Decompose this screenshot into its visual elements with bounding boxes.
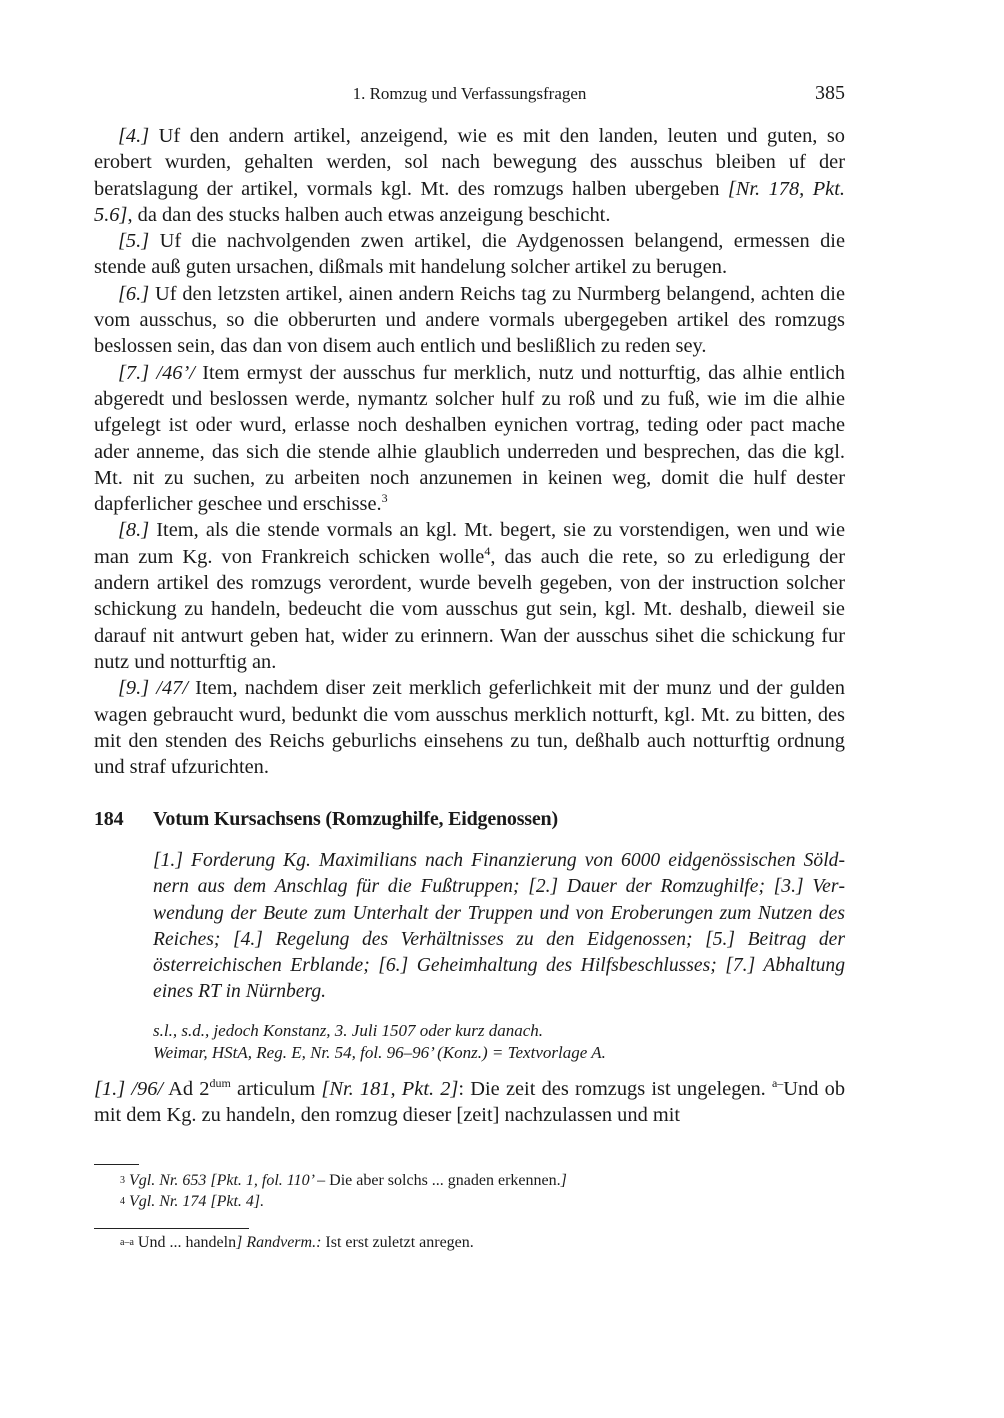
paragraph-text: , das auch die rete, so zu erledigung der andern artikel des romzugs verordent, wurde bevelh gegeben, von der instruction solcher schickung zu handeln, bedeucht die vom ausschus gut sein, kgl. Mt. deshalb, dieweil sie darauf nit antwurt geben hat, wider zu erinnern. Wan der ausschus sihet die schickung fur nutz und notturftig an.	[94, 545, 845, 673]
superscript: dum	[209, 1076, 231, 1090]
document-number: 184	[94, 808, 124, 830]
variant-label: ] Randverm.:	[236, 1234, 322, 1251]
document-body	[94, 1076, 845, 1129]
footnote-mark: 4	[120, 1196, 125, 1207]
paragraph-8	[94, 517, 845, 675]
paragraph-text: Und ob mit dem Kg. zu handeln, den romzug dieser [zeit] nachzulassen und mit	[94, 1078, 846, 1127]
paragraph-text: Uf die nachvolgenden zwen artikel, die Aydgenossen belangend, ermessen die stende auß guten ursachen, dißmals mit handelung solcher artikel zu berugen.	[94, 230, 845, 279]
paragraph-label: [8.]	[118, 519, 150, 542]
paragraph-text: Item ermyst der ausschus fur merklich, nutz und notturftig, das alhie entlich abgeredt und beslossen werde, nymantz solcher hulf zu roß und zu fuß, wie im die alhie ufgelegt ist oder wurd, erlasse noch deshalben eynichen vortrag, teding oder pact mache ader anneme, das sich die stende alhie glaublich underreden und besprechen, das die kgl. Mt. nit zu suchen, zu arbeiten noch anzunemen in keinen weg, domit die hulf dester dapferlicher geschee und erschisse.	[94, 361, 846, 516]
variant-mark: a–a	[120, 1237, 134, 1248]
footnote-quote: Die aber solchs ... gnaden erkennen.	[329, 1172, 561, 1189]
footnote-rule	[94, 1164, 139, 1165]
footnote-ref-text: Vgl. Nr. 653 [Pkt. 1, fol. 110’ –	[129, 1172, 330, 1189]
paragraph-text: Uf den andern artikel, anzeigend, wie es mit den landen, leuten und guten, so erobert wurden, gehalten werden, sol nach bewegung des ausschus bleiben uf der beratslagung der artikel, vormals kgl. Mt. des romzugs halben ubergeben	[94, 125, 845, 200]
paragraph-label: [1.] /96/	[94, 1078, 164, 1100]
paragraph-5	[94, 228, 845, 281]
running-title: 1. Romzug und Verfassungsfragen	[352, 84, 587, 103]
footnote-4	[120, 1191, 820, 1212]
paragraph-label: [7.] /46’/	[118, 361, 195, 384]
paragraph-label: [5.]	[118, 230, 150, 253]
paragraph-6	[94, 281, 845, 360]
running-head	[94, 82, 845, 106]
paragraph-4	[94, 123, 845, 228]
paragraph-text: : Die zeit des romzugs ist ungelegen.	[458, 1078, 772, 1100]
date-line: s.l., s.d., jedoch Konstanz, 3. Juli 1507 oder kurz danach.	[153, 1021, 544, 1040]
footnote-ref-text: Vgl. Nr. 174 [Pkt. 4].	[129, 1193, 265, 1210]
paragraph-text: Item, als die stende vormals an kgl. Mt. begert, sie zu vorstendigen, wen und wie man zum Kg. von Frankreich schicken wolle	[94, 519, 845, 568]
document-abstract	[153, 848, 845, 1006]
variant-notes	[120, 1232, 820, 1253]
cross-reference: [Nr. 178, Pkt. 5.6]	[94, 177, 845, 226]
footnote-3	[120, 1170, 820, 1191]
footnote-bracket: ]	[560, 1172, 567, 1189]
paragraph-label: [9.] /47/	[118, 677, 189, 700]
paragraph-text: , da dan des stucks halben auch etwas anzeigung beschicht.	[127, 203, 611, 226]
variant-text: Ist erst zuletzt anregen.	[321, 1234, 474, 1251]
variant-mark[interactable]: a–	[771, 1076, 784, 1090]
paragraph-text: Ad 2	[163, 1078, 210, 1100]
variant-rule	[94, 1228, 249, 1229]
main-text	[94, 123, 845, 780]
footnote-ref[interactable]: 4	[484, 543, 491, 558]
document-title: Votum Kursachsens (Romzughilfe, Eidgenossen)	[153, 808, 558, 830]
source-line: Weimar, HStA, Reg. E, Nr. 54, fol. 96–96’ (Konz.) = Textvorlage A.	[153, 1043, 606, 1062]
paragraph-7	[94, 360, 845, 518]
paragraph-label: [4.]	[118, 125, 150, 147]
abstract-text: [1.] Forderung Kg. Maximilians nach Finanzierung von 6000 eidgenössischen Söldnern aus dem Anschlag für die Fußtruppen; [2.] Dauer der Romzughilfe; [3.] Verwendung der Beute zum Unterhalt der Truppen und von Eroberungen zum Nutzen des Reiches; [4.] Regelung des Verhältnisses zu den Eidgenossen; [5.] Beitrag der österreichischen Erblande; [6.] Geheimhaltung des Hilfsbeschlusses; [7.] Abhaltung eines RT in Nürnberg.	[153, 850, 845, 1003]
paragraph-9	[94, 675, 845, 780]
document-paragraph-1	[94, 1076, 845, 1129]
cross-reference: [Nr. 181, Pkt. 2]	[321, 1078, 459, 1100]
paragraph-text: Uf den letzsten artikel, ainen andern Reichs tag zu Nurmberg belangend, achten die vom ausschus, so die obberurten und andere vormals ubergegeben artikel des romzugs beslossen sein, das dan von disem auch entlich und beslißlich zu reden sey.	[94, 282, 845, 358]
document-heading	[94, 808, 845, 831]
footnotes	[120, 1170, 820, 1212]
paragraph-text: Item, nachdem diser zeit merklich geferlichkeit mit der munz und der gulden wagen gebraucht wurd, bedunkt die vom ausschus merklich notturft, kgl. Mt. zu bitten, des mit den stenden des Reichs geburlichs einsehens zu tun, deßhalb auch notturftig ordnung und straf ufzurichten.	[94, 677, 845, 779]
footnote-mark: 3	[120, 1175, 125, 1186]
footnote-ref[interactable]: 3	[381, 491, 388, 506]
document-source	[153, 1020, 845, 1064]
variant-note-a	[120, 1232, 820, 1253]
paragraph-label: [6.]	[118, 282, 150, 305]
paragraph-text: articulum	[230, 1078, 322, 1100]
variant-lemma: Und ... handeln	[137, 1234, 237, 1251]
page-number: 385	[815, 82, 845, 104]
